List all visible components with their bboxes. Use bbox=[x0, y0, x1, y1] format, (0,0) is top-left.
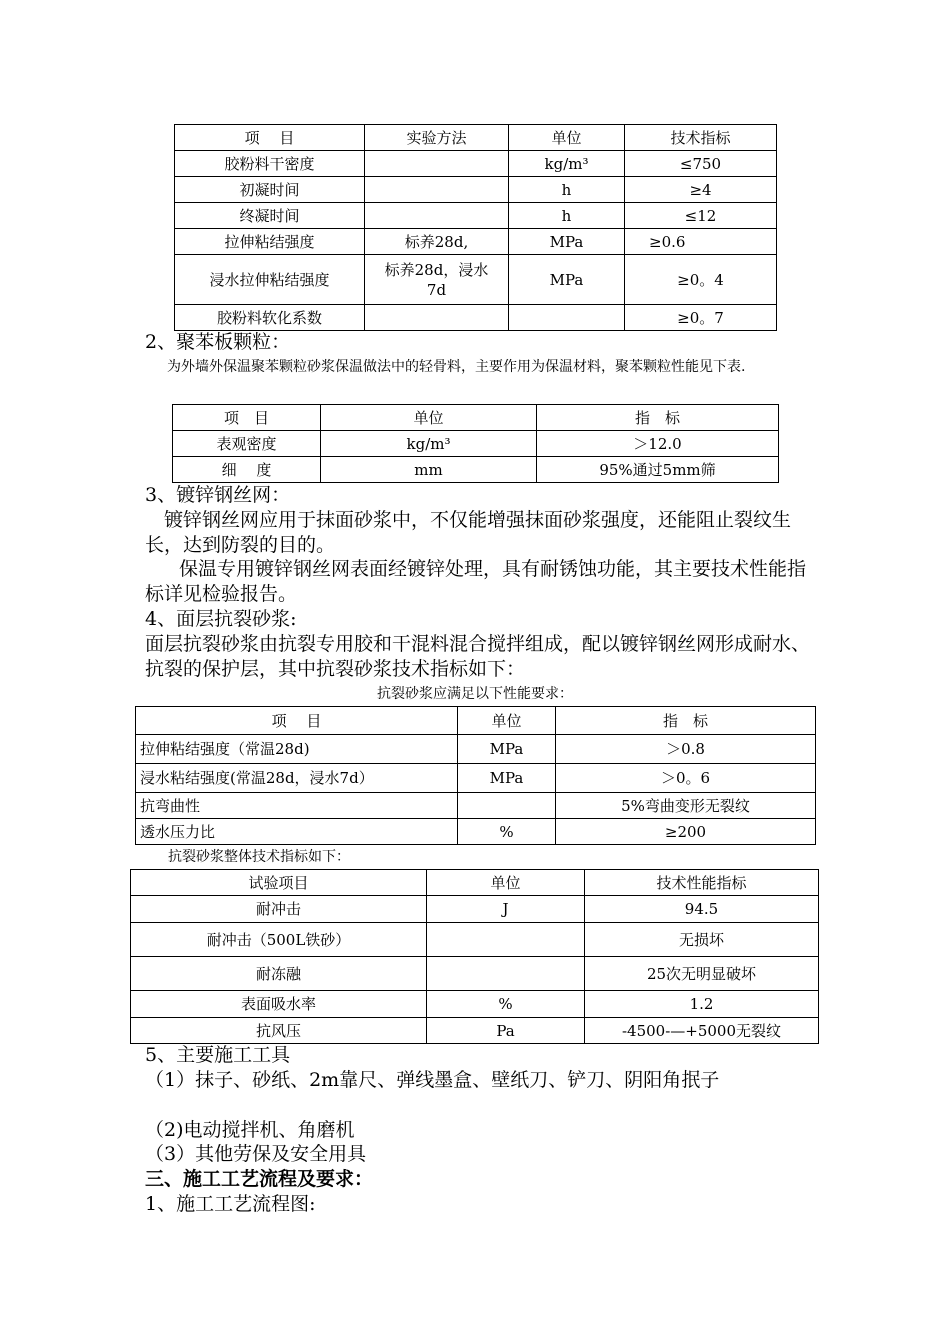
table-cell: 25次无明显破坏 bbox=[585, 957, 819, 991]
table-cell: ＞12.0 bbox=[537, 431, 779, 457]
table-row bbox=[173, 431, 779, 457]
table-cell: 抗风压 bbox=[131, 1018, 427, 1044]
header-cell: 单位 bbox=[509, 125, 625, 151]
header-cell: 试验项目 bbox=[131, 870, 427, 896]
table-cell: % bbox=[458, 819, 556, 845]
table-cell: J bbox=[427, 896, 585, 923]
chapter-heading: 三、施工工艺流程及要求： bbox=[145, 1168, 374, 1190]
table-row bbox=[175, 305, 777, 331]
table-cell: 细 度 bbox=[173, 457, 321, 483]
table-cell: 95%通过5mm筛 bbox=[537, 457, 779, 483]
table-cell: 无损坏 bbox=[585, 923, 819, 957]
section-heading: 3、镀锌钢丝网： bbox=[145, 484, 291, 506]
header-cell: 实验方法 bbox=[365, 125, 509, 151]
table-cell bbox=[365, 305, 509, 331]
table-cell: 抗弯曲性 bbox=[136, 793, 458, 819]
table-caption: 抗裂砂浆应满足以下性能要求： bbox=[377, 686, 573, 702]
table-cell: ＞0.8 bbox=[556, 735, 816, 764]
table-cell: ＞0。6 bbox=[556, 764, 816, 793]
table-cell: ≤750 bbox=[625, 151, 777, 177]
table-row bbox=[136, 764, 816, 793]
paragraph: 镀锌钢丝网应用于抹面砂浆中，不仅能增强抹面砂浆强度，还能阻止裂纹生长，达到防裂的目的。 bbox=[145, 509, 792, 556]
table-cell: 1.2 bbox=[585, 991, 819, 1018]
table-cell: h bbox=[509, 177, 625, 203]
table-row bbox=[173, 457, 779, 483]
header-cell: 单位 bbox=[427, 870, 585, 896]
table-cell: MPa bbox=[458, 764, 556, 793]
table-eps-particles bbox=[172, 404, 779, 483]
table-cell: 胶粉料干密度 bbox=[175, 151, 365, 177]
table-cell: kg/m³ bbox=[509, 151, 625, 177]
table-row bbox=[136, 793, 816, 819]
table-cell: MPa bbox=[458, 735, 556, 764]
table-cell: MPa bbox=[509, 255, 625, 305]
table-cell: 标养28d, bbox=[365, 229, 509, 255]
table-caption: 抗裂砂浆整体技术指标如下： bbox=[168, 849, 350, 865]
table-anticrack-requirements bbox=[135, 706, 816, 845]
table-cell: -4500-—+5000无裂纹 bbox=[585, 1018, 819, 1044]
section-heading: 1、施工工艺流程图: bbox=[145, 1193, 316, 1215]
table-row bbox=[136, 819, 816, 845]
header-cell: 指 标 bbox=[537, 405, 779, 431]
table-row bbox=[131, 896, 819, 923]
table-cell: 表面吸水率 bbox=[131, 991, 427, 1018]
table-row bbox=[131, 1018, 819, 1044]
header-cell: 指 标 bbox=[556, 707, 816, 735]
table-row bbox=[175, 203, 777, 229]
table-row bbox=[175, 151, 777, 177]
header-cell: 单位 bbox=[458, 707, 556, 735]
table-cell: 5%弯曲变形无裂纹 bbox=[556, 793, 816, 819]
table-row bbox=[131, 991, 819, 1018]
table-cell: 透水压力比 bbox=[136, 819, 458, 845]
table-cell bbox=[509, 305, 625, 331]
list-item: （3）其他劳保及安全用具 bbox=[145, 1143, 367, 1165]
list-item: （1）抹子、砂纸、2m靠尺、弹线墨盒、壁纸刀、铲刀、阴阳角抿子 bbox=[145, 1069, 720, 1091]
table-cell: % bbox=[427, 991, 585, 1018]
table-cell: 标养28d，浸水7d bbox=[365, 255, 509, 305]
table-row bbox=[131, 923, 819, 957]
section-intro: 为外墙外保温聚苯颗粒砂浆保温做法中的轻骨料，主要作用为保温材料，聚苯颗粒性能见下表. bbox=[167, 359, 746, 375]
table-cell: 耐冲击 bbox=[131, 896, 427, 923]
table-header-row bbox=[173, 405, 779, 431]
header-cell: 项 目 bbox=[136, 707, 458, 735]
table-anticrack-overall bbox=[130, 869, 819, 1044]
paragraph: 保温专用镀锌钢丝网表面经镀锌处理，具有耐锈蚀功能，其主要技术性能指标详见检验报告。 bbox=[145, 558, 807, 605]
table-header-row bbox=[131, 870, 819, 896]
table-cell: 胶粉料软化系数 bbox=[175, 305, 365, 331]
table-cell: ≤12 bbox=[625, 203, 777, 229]
paragraph: 面层抗裂砂浆由抗裂专用胶和干混料混合搅拌组成，配以镀锌钢丝网形成耐水、抗裂的保护层，其中抗裂砂浆技术指标如下： bbox=[145, 633, 811, 680]
table-cell: MPa bbox=[509, 229, 625, 255]
list-item: （2)电动搅拌机、角磨机 bbox=[145, 1119, 355, 1141]
table-row bbox=[136, 735, 816, 764]
header-cell: 项 目 bbox=[175, 125, 365, 151]
table-cell: ≥4 bbox=[625, 177, 777, 203]
table-cell: 初凝时间 bbox=[175, 177, 365, 203]
table-cell bbox=[427, 923, 585, 957]
table-cell bbox=[427, 957, 585, 991]
table-cell: ≥0。7 bbox=[625, 305, 777, 331]
table-cell: 耐冲击（500L铁砂） bbox=[131, 923, 427, 957]
table-cell: 拉伸粘结强度 bbox=[175, 229, 365, 255]
table-cell: ≥200 bbox=[556, 819, 816, 845]
table-cell: kg/m³ bbox=[321, 431, 537, 457]
table-cell: ≥0。4 bbox=[625, 255, 777, 305]
table-row bbox=[175, 177, 777, 203]
table-cell: mm bbox=[321, 457, 537, 483]
table-cell: Pa bbox=[427, 1018, 585, 1044]
table-cell bbox=[365, 203, 509, 229]
header-cell: 技术性能指标 bbox=[585, 870, 819, 896]
table-cell: 浸水粘结强度(常温28d，浸水7d） bbox=[136, 764, 458, 793]
table-cell bbox=[365, 151, 509, 177]
table-cell: ≥0.6 bbox=[625, 229, 777, 255]
table-cell bbox=[458, 793, 556, 819]
table-cell bbox=[365, 177, 509, 203]
header-cell: 单位 bbox=[321, 405, 537, 431]
table-header-row bbox=[136, 707, 816, 735]
section-heading: 2、聚苯板颗粒： bbox=[145, 331, 291, 353]
header-cell: 项 目 bbox=[173, 405, 321, 431]
table-cell: 终凝时间 bbox=[175, 203, 365, 229]
table-cell: 浸水拉伸粘结强度 bbox=[175, 255, 365, 305]
table-cell: 表观密度 bbox=[173, 431, 321, 457]
table-header-row bbox=[175, 125, 777, 151]
table-row bbox=[175, 229, 777, 255]
table-cell: h bbox=[509, 203, 625, 229]
section-heading: 5、主要施工工具 bbox=[145, 1044, 291, 1066]
section-heading: 4、面层抗裂砂浆: bbox=[145, 608, 297, 630]
table-row bbox=[131, 957, 819, 991]
header-cell: 技术指标 bbox=[625, 125, 777, 151]
table-cell: 94.5 bbox=[585, 896, 819, 923]
table-row bbox=[175, 255, 777, 305]
table-adhesive-powder bbox=[174, 124, 777, 331]
table-cell: 耐冻融 bbox=[131, 957, 427, 991]
table-cell: 拉伸粘结强度（常温28d) bbox=[136, 735, 458, 764]
